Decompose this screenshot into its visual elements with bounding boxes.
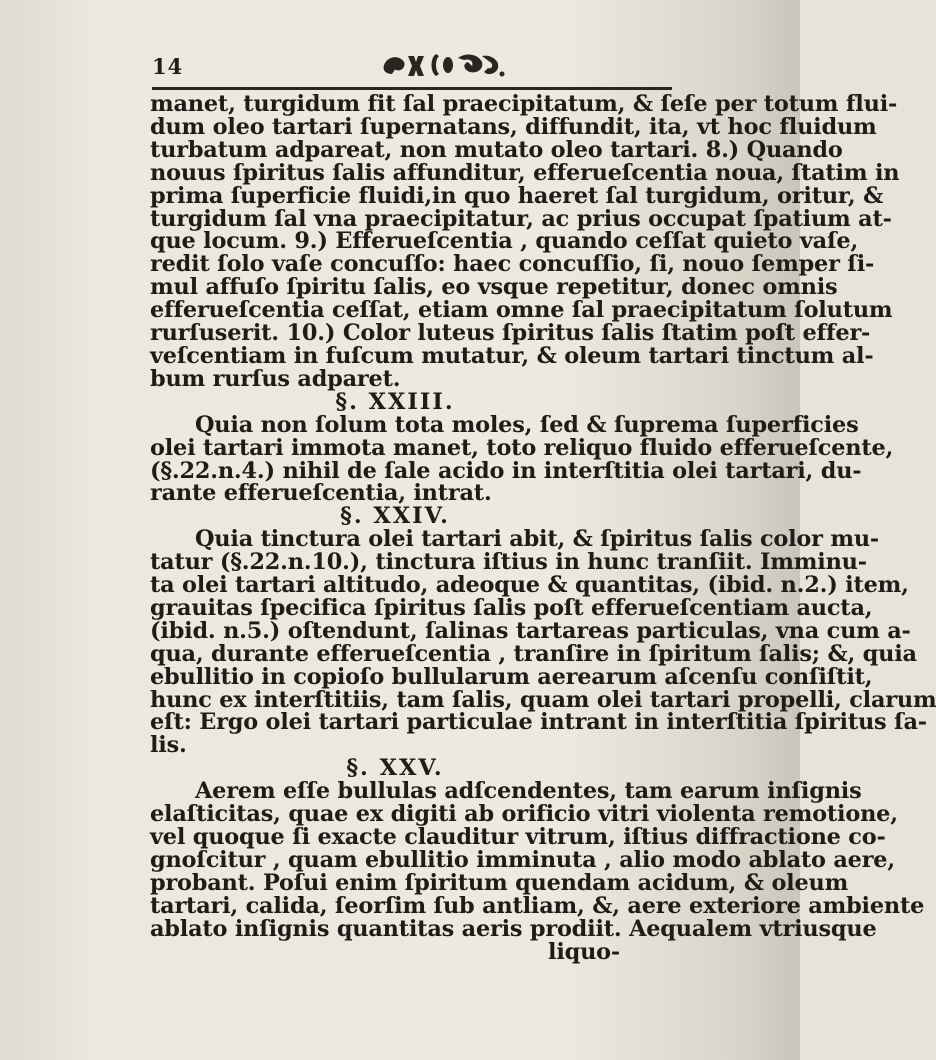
text-line: prima ſuperficie fluidi,in quo haeret ſal turgidum, oritur, & <box>150 182 884 209</box>
catchword: liquo- <box>548 938 620 965</box>
text-line: elaſticitas, quae ex digiti ab orificio vitri violenta remotione, <box>150 801 898 828</box>
header-rule <box>152 87 672 90</box>
text-line: turgidum ſal vna praecipitatur, ac prius occupat ſpatium at- <box>150 205 892 232</box>
text-line: grauitas ſpecifica ſpiritus ſalis poſt efferueſcentiam aucta, <box>150 594 873 621</box>
text-line: gnoſcitur , quam ebullitio imminuta , alio modo ablato aere, <box>150 846 895 873</box>
text-line: Quia tinctura olei tartari abit, & ſpiritus ſalis color mu- <box>195 526 880 553</box>
text-line: olei tartari immota manet, toto reliquo fluido efferueſcente, <box>150 434 894 461</box>
text-line: redit ſolo vaſe concuſſo: haec concuſſio, ſi, nouo ſemper ſi- <box>150 251 875 278</box>
section-heading-xxiii: §. XXIII. <box>335 388 455 415</box>
paragraph-1 <box>150 91 900 392</box>
paragraph-2 <box>150 411 894 507</box>
text-line: ta olei tartari altitudo, adeoque & quantitas, (ibid. n.2.) item, <box>150 572 909 599</box>
section-heading-xxv: §. XXV. <box>346 755 444 782</box>
page-header <box>152 46 672 86</box>
paragraph-4 <box>150 778 925 942</box>
text-line: mul affuſo ſpiritu ſalis, eo vsque repetitur, donec omnis <box>150 274 838 301</box>
text-line: manet, turgidum fit ſal praecipitatum, & ſeſe per totum flui- <box>150 91 898 117</box>
text-line: rurſuserit. 10.) Color luteus ſpiritus ſalis ſtatim poſt effer- <box>150 320 871 347</box>
text-line: qua, durante efferueſcentia , tranſire in ſpiritum ſalis; &, quia <box>150 640 917 667</box>
text-line: Quia non ſolum tota moles, ſed & ſuprema ſuperficies <box>195 411 859 438</box>
main-text <box>150 91 936 965</box>
text-line: dum oleo tartari ſupernatans, diffundit, ita, vt hoc fluidum <box>150 113 877 140</box>
text-line: (ibid. n.5.) oſtendunt, ſalinas tartareas particulas, vna cum a- <box>150 617 911 644</box>
page-number: 14 <box>152 54 184 79</box>
text-line: bum rurſus adparet. <box>150 365 401 392</box>
section-heading-xxiv: §. XXIV. <box>340 503 450 530</box>
text-line: lis. <box>150 732 187 759</box>
text-line: hunc ex interſtitiis, tam ſalis, quam olei tartari propelli, clarum <box>150 686 936 713</box>
text-line: Aerem eſſe bullulas adſcendentes, tam earum inſignis <box>195 778 862 805</box>
text-line: veſcentiam in fuſcum mutatur, & oleum tartari tinctum al- <box>150 342 874 369</box>
text-line: (§.22.n.4.) nihil de ſale acido in interſtitia olei tartari, du- <box>150 457 862 484</box>
text-line: ebullitio in copioſo bullularum aerearum aſcenſu conſiſtit, <box>150 663 873 690</box>
text-line: tartari, calida, ſeorſim ſub antliam, &, aere exteriore ambiente <box>150 892 925 919</box>
printers-ornament-icon <box>378 50 508 80</box>
text-line: vel quoque ſi exacte clauditur vitrum, iſtius diffractione co- <box>150 824 886 850</box>
text-line: que locum. 9.) Efferueſcentia , quando ceſſat quieto vaſe, <box>150 228 859 255</box>
text-line: probant. Poſui enim ſpiritum quendam acidum, & oleum <box>150 869 849 896</box>
text-line: ablato inſignis quantitas aeris prodiit. Aequalem vtriusque <box>150 915 877 942</box>
paragraph-3 <box>150 526 936 759</box>
text-line: eſt: Ergo olei tartari particulae intrant in interſtitia ſpiritus ſa- <box>150 709 927 736</box>
text-line: efferueſcentia ceſſat, etiam omne ſal praecipitatum ſolutum <box>150 297 893 324</box>
text-line: nouus ſpiritus ſalis affunditur, efferueſcentia noua, ſtatim in <box>150 159 900 186</box>
text-line: turbatum adpareat, non mutato oleo tartari. 8.) Quando <box>150 136 843 163</box>
text-line: rante efferueſcentia, intrat. <box>150 480 492 507</box>
text-line: tatur (§.22.n.10.), tinctura iſtius in hunc tranſiit. Imminu- <box>150 549 867 576</box>
